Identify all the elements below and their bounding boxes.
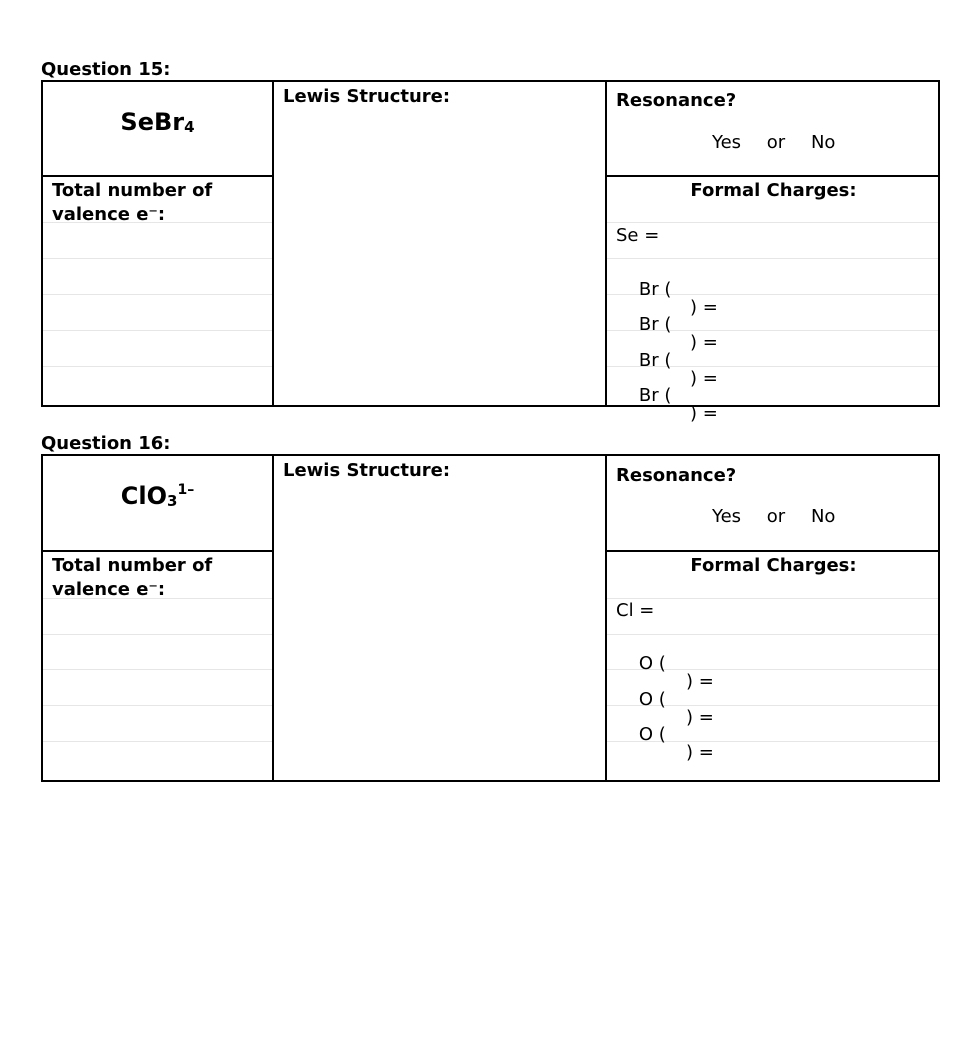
divider: [43, 550, 272, 552]
question-16-label: Question 16:: [41, 433, 171, 454]
formal-charge-center-row: Cl =: [616, 600, 655, 621]
formal-charge-equals: ) =: [690, 403, 718, 424]
resonance-no-option[interactable]: No: [810, 506, 836, 527]
divider: [272, 82, 274, 405]
lewis-structure-label: Lewis Structure:: [283, 86, 451, 107]
formal-charge-atom: Br (: [638, 350, 672, 371]
formula-base: SeBr: [120, 108, 185, 136]
formal-charge-row: [616, 708, 714, 780]
resonance-no-option[interactable]: No: [810, 132, 836, 153]
lewis-structure-label: Lewis Structure:: [283, 460, 451, 481]
divider: [272, 456, 274, 780]
resonance-label: Resonance?: [616, 90, 737, 111]
formal-charge-equals: ) =: [686, 671, 714, 692]
formula-subscript: 3: [167, 492, 178, 510]
resonance-options: [712, 508, 835, 526]
formal-charge-row: [616, 369, 718, 441]
formal-charge-atom: Br (: [638, 314, 672, 335]
formula-subscript: 4: [184, 118, 195, 136]
formula-charge: 1–: [177, 482, 195, 498]
formula-clo3: [43, 482, 272, 510]
divider: [605, 82, 607, 405]
formal-charge-equals: ) =: [686, 742, 714, 763]
valence-label-line1: Total number of: [52, 180, 213, 201]
divider: [607, 550, 938, 552]
resonance-options: [712, 134, 835, 152]
resonance-yes-option[interactable]: Yes: [712, 506, 742, 527]
divider: [43, 175, 272, 177]
formal-charge-atom: O (: [638, 653, 666, 674]
resonance-label: Resonance?: [616, 465, 737, 486]
divider: [607, 175, 938, 177]
formal-charge-atom: O (: [638, 689, 666, 710]
formal-charge-equals: ) =: [690, 332, 718, 353]
question-15-table: [41, 80, 940, 424]
resonance-or-text: or: [766, 506, 786, 527]
valence-label-line2: valence e⁻:: [52, 204, 166, 225]
formal-charge-equals: ) =: [686, 707, 714, 728]
formal-charges-label: Formal Charges:: [690, 180, 857, 201]
formal-charge-atom: Br (: [638, 385, 672, 406]
valence-label-line1: Total number of: [52, 555, 213, 576]
resonance-yes-option[interactable]: Yes: [712, 132, 742, 153]
formula-base: ClO: [120, 482, 168, 510]
formal-charge-center-row: Se =: [616, 225, 660, 246]
resonance-or-text: or: [766, 132, 786, 153]
formal-charge-equals: ) =: [690, 297, 718, 318]
valence-label-line2: valence e⁻:: [52, 579, 166, 600]
divider: [605, 456, 607, 780]
question-15-label: Question 15:: [41, 59, 171, 80]
formula-sebr4: [43, 108, 272, 136]
formal-charge-atom: O (: [638, 724, 666, 745]
formal-charges-label: Formal Charges:: [690, 555, 857, 576]
formal-charge-equals: ) =: [690, 368, 718, 389]
question-16-table: [41, 454, 940, 782]
formal-charge-atom: Br (: [638, 279, 672, 300]
